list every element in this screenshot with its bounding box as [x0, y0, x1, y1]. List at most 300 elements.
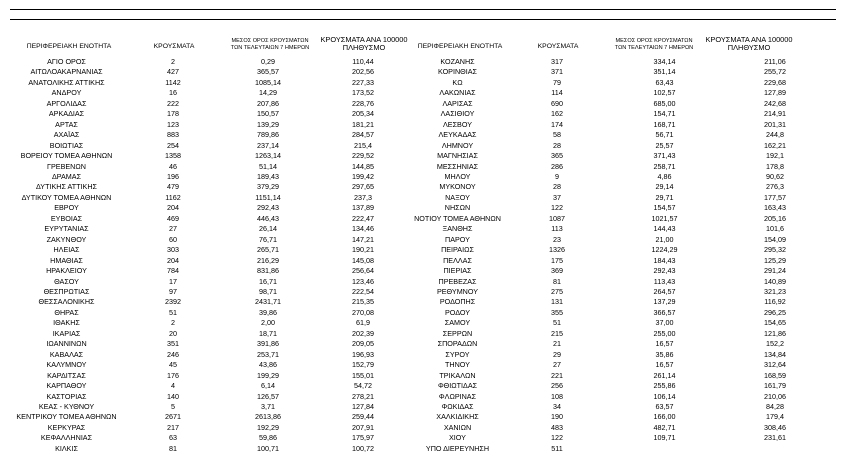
region-name-cell: ΚΟΖΑΝΗΣ: [440, 57, 475, 66]
cases-cell: 2: [171, 318, 175, 328]
table-row: [0, 182, 403, 192]
table-row: [403, 151, 823, 161]
region-name-cell: ΘΑΣΟΥ: [54, 276, 79, 286]
cases-cell: 79: [553, 77, 561, 87]
cases-per-100k-cell: 229,68: [764, 77, 786, 87]
table-row: [403, 141, 823, 151]
table-row: [0, 162, 403, 172]
cases-cell: 81: [169, 443, 177, 453]
region-name-cell: ΚΕΦΑΛΛΗΝΙΑΣ: [40, 433, 93, 443]
region-name-cell: ΜΕΣΣΗΝΙΑΣ: [436, 161, 479, 171]
cases-per-100k-cell: 137,89: [352, 203, 374, 213]
left-header-avg-line2: ΤΩΝ ΤΕΛΕΥΤΑΙΩΝ 7 ΗΜΕΡΩΝ: [230, 45, 310, 51]
cases-per-100k-cell: 154,65: [764, 318, 786, 328]
cases-per-100k-cell: 134,46: [352, 224, 374, 234]
cases-per-100k-cell: 199,42: [352, 171, 374, 181]
table-row: [0, 392, 403, 402]
cases-per-100k-cell: 125,29: [764, 255, 786, 265]
cases-cell: 34: [553, 401, 561, 411]
cases-cell: 162: [551, 109, 563, 119]
cases-per-100k-cell: [727, 444, 823, 454]
avg-7-days-cell: 189,43: [257, 171, 279, 181]
table-row: [403, 78, 823, 88]
cases-cell: 46: [169, 161, 177, 171]
avg-7-days-cell: 100,71: [257, 443, 279, 453]
cases-cell: 37: [553, 192, 561, 202]
table-row: [0, 88, 403, 98]
table-row: [0, 78, 403, 88]
cases-cell: 174: [551, 119, 563, 129]
table-row: [0, 297, 403, 307]
avg-7-days-cell: 261,14: [653, 370, 676, 380]
right-header-per100k-line2: ΠΛΗΘΥΣΜΟ: [727, 43, 771, 52]
cases-cell: 28: [553, 140, 561, 150]
cases-cell: 1087: [549, 213, 565, 223]
table-row: [403, 224, 823, 234]
left-header-per100k-line1: ΚΡΟΥΣΜΑΤΑ ΑΝΑ 100000: [320, 35, 408, 44]
region-name-cell: ΕΥΡΥΤΑΝΙΑΣ: [44, 224, 89, 234]
region-name-cell: ΛΕΣΒΟΥ: [443, 119, 472, 129]
cases-cell: 23: [553, 234, 561, 244]
left-header-cases: ΚΡΟΥΣΜΑΤΑ: [153, 43, 195, 50]
cases-per-100k-cell: 202,56: [352, 67, 374, 77]
region-name-cell: ΝΑΞΟΥ: [445, 192, 470, 202]
table-row: [0, 235, 403, 245]
cases-per-100k-cell: 295,32: [764, 245, 786, 255]
cases-per-100k-cell: 110,44: [352, 57, 374, 66]
region-name-cell: ΚΑΛΥΜΝΟΥ: [46, 360, 87, 370]
region-name-cell: ΚΑΒΑΛΑΣ: [49, 349, 84, 359]
right-header-avg-line2: ΤΩΝ ΤΕΛΕΥΤΑΙΩΝ 7 ΗΜΕΡΩΝ: [614, 45, 694, 51]
table-row: [0, 360, 403, 370]
avg-7-days-cell: 25,57: [655, 140, 674, 150]
cases-cell: 29: [553, 349, 561, 359]
cases-per-100k-cell: 100,72: [352, 443, 374, 453]
cases-cell: 1358: [165, 151, 181, 161]
table-row: [403, 109, 823, 119]
region-name-cell: ΙΘΑΚΗΣ: [53, 318, 80, 328]
avg-7-days-cell: 2613,86: [255, 412, 281, 422]
cases-per-100k-cell: 259,44: [352, 412, 374, 422]
right-header-region: ΠΕΡΙΦΕΡΕΙΑΚΗ ΕΝΟΤΗΤΑ: [417, 43, 503, 50]
avg-7-days-cell: 2,00: [261, 318, 275, 328]
table-row: [0, 203, 403, 213]
table-row: [403, 381, 823, 391]
region-name-cell: ΕΥΒΟΙΑΣ: [50, 213, 83, 223]
region-name-cell: ΦΘΙΩΤΙΔΑΣ: [437, 381, 478, 391]
cases-cell: 28: [553, 182, 561, 192]
avg-7-days-cell: 351,14: [653, 67, 676, 77]
region-name-cell: ΠΡΕΒΕΖΑΣ: [438, 276, 477, 286]
avg-7-days-cell: 192,29: [257, 422, 279, 432]
cases-per-100k-cell: 190,21: [352, 245, 374, 255]
region-name-cell: ΦΩΚΙΔΑΣ: [441, 401, 474, 411]
cases-cell: 63: [169, 433, 177, 443]
region-name-cell: ΜΗΛΟΥ: [444, 171, 471, 181]
table-row: [403, 444, 823, 454]
region-name-cell: ΡΟΔΟΠΗΣ: [439, 297, 476, 307]
region-name-cell: ΑΝΑΤΟΛΙΚΗΣ ΑΤΤΙΚΗΣ: [28, 77, 105, 87]
table-row: [403, 235, 823, 245]
table-row: [403, 433, 823, 443]
cases-cell: 108: [551, 391, 563, 401]
table-row: [403, 120, 823, 130]
left-header-region: ΠΕΡΙΦΕΡΕΙΑΚΗ ΕΝΟΤΗΤΑ: [26, 43, 112, 50]
table-row: [403, 371, 823, 381]
table-row: [0, 433, 403, 443]
cases-cell: 427: [167, 67, 179, 77]
region-name-cell: ΛΕΥΚΑΔΑΣ: [438, 130, 477, 140]
avg-7-days-cell: 16,57: [655, 360, 674, 370]
region-name-cell: ΗΛΕΙΑΣ: [53, 245, 80, 255]
cases-cell: 690: [551, 98, 563, 108]
table-row: [403, 245, 823, 255]
avg-7-days-cell: 264,57: [653, 286, 676, 296]
cases-cell: 131: [551, 297, 563, 307]
avg-7-days-cell: 37,00: [655, 318, 674, 328]
avg-7-days-cell: 207,86: [257, 98, 279, 108]
cases-per-100k-cell: 140,89: [764, 276, 786, 286]
region-name-cell: ΠΕΙΡΑΙΩΣ: [441, 245, 474, 255]
cases-per-100k-cell: 222,54: [352, 286, 374, 296]
cases-per-100k-cell: 144,85: [352, 161, 374, 171]
cases-cell: 303: [167, 245, 179, 255]
region-name-cell: ΙΚΑΡΙΑΣ: [52, 328, 81, 338]
table-row: [0, 308, 403, 318]
avg-7-days-cell: 482,71: [653, 422, 676, 432]
avg-7-days-cell: 446,43: [257, 213, 279, 223]
avg-7-days-cell: 1085,14: [255, 77, 281, 87]
cases-cell: 51: [169, 307, 177, 317]
table-row: [403, 57, 823, 67]
table-row: [403, 329, 823, 339]
table-row: [403, 99, 823, 109]
cases-per-100k-cell: 270,08: [352, 307, 374, 317]
cases-per-100k-cell: 155,01: [352, 370, 374, 380]
cases-cell: 122: [551, 433, 563, 443]
avg-7-days-cell: 139,29: [257, 119, 279, 129]
avg-7-days-cell: 685,00: [653, 98, 676, 108]
cases-per-100k-cell: 308,46: [764, 422, 786, 432]
table-row: [0, 193, 403, 203]
table-row: [403, 256, 823, 266]
avg-7-days-cell: 76,71: [259, 234, 277, 244]
cases-cell: 51: [553, 318, 561, 328]
avg-7-days-cell: 56,71: [655, 130, 674, 140]
cases-per-100k-cell: 227,33: [352, 77, 374, 87]
cases-per-100k-cell: 284,57: [352, 130, 374, 140]
cases-cell: 371: [551, 67, 563, 77]
cases-per-100k-cell: 152,79: [352, 360, 374, 370]
cases-per-100k-cell: 178,8: [766, 161, 784, 171]
cases-cell: 784: [167, 266, 179, 276]
avg-7-days-cell: 144,43: [653, 224, 676, 234]
cases-per-100k-cell: 205,34: [352, 109, 374, 119]
avg-7-days-cell: 109,71: [653, 433, 676, 443]
cases-per-100k-cell: 296,25: [764, 307, 786, 317]
table-row: [0, 444, 403, 454]
table-row: [0, 256, 403, 266]
region-name-cell: ΑΡΤΑΣ: [55, 119, 78, 129]
avg-7-days-cell: 63,57: [655, 401, 674, 411]
cases-cell: 17: [169, 276, 177, 286]
avg-7-days-cell: 16,71: [259, 276, 277, 286]
avg-7-days-cell: 35,86: [655, 349, 674, 359]
table-row: [403, 360, 823, 370]
top-rule: [10, 9, 836, 10]
cases-cell: 222: [167, 98, 179, 108]
table-row: [403, 172, 823, 182]
avg-7-days-cell: 126,57: [257, 391, 279, 401]
cases-per-100k-cell: 215,4: [354, 140, 372, 150]
cases-cell: 479: [167, 182, 179, 192]
avg-7-days-cell: 106,14: [653, 391, 676, 401]
table-row: [0, 277, 403, 287]
cases-cell: 1162: [165, 192, 181, 202]
table-row: [0, 99, 403, 109]
avg-7-days-cell: 2431,71: [255, 297, 281, 307]
cases-cell: 60: [169, 234, 177, 244]
avg-7-days-cell: 154,71: [653, 109, 676, 119]
avg-7-days-cell: 51,14: [259, 161, 277, 171]
avg-7-days-cell: 365,57: [257, 67, 279, 77]
cases-per-100k-cell: 196,93: [352, 349, 374, 359]
table-row: [403, 67, 823, 77]
cases-cell: 176: [167, 370, 179, 380]
cases-cell: 355: [551, 307, 563, 317]
cases-per-100k-cell: 228,76: [352, 98, 374, 108]
region-name-cell: ΜΥΚΟΝΟΥ: [439, 182, 476, 192]
region-name-cell: ΘΕΣΠΡΩΤΙΑΣ: [43, 286, 90, 296]
cases-per-100k-cell: 152,2: [766, 339, 784, 349]
table-row: [0, 266, 403, 276]
table-row: [403, 308, 823, 318]
region-name-cell: ΛΑΣΙΘΙΟΥ: [440, 109, 475, 119]
cases-per-100k-cell: 54,72: [354, 381, 372, 391]
table-row: [0, 339, 403, 349]
cases-cell: 204: [167, 255, 179, 265]
avg-7-days-cell: 1224,29: [651, 245, 678, 255]
region-name-cell: ΣΠΟΡΑΔΩΝ: [437, 339, 478, 349]
cases-per-100k-cell: 134,84: [764, 349, 786, 359]
table-row: [0, 402, 403, 412]
cases-cell: 190: [551, 412, 563, 422]
avg-7-days-cell: 258,71: [653, 161, 676, 171]
table-row: [403, 214, 823, 224]
cases-cell: 114: [551, 88, 563, 98]
region-name-cell: ΠΕΛΛΑΣ: [443, 255, 472, 265]
cases-cell: 2: [171, 57, 175, 66]
region-name-cell: ΔΥΤΙΚΗΣ ΑΤΤΙΚΗΣ: [36, 182, 97, 192]
avg-7-days-cell: 154,57: [653, 203, 676, 213]
cases-per-100k-cell: 214,91: [764, 109, 786, 119]
cases-per-100k-cell: 312,64: [764, 360, 786, 370]
table-row: [0, 318, 403, 328]
avg-7-days-cell: 59,86: [259, 433, 277, 443]
region-name-cell: ΚΕΡΚΥΡΑΣ: [47, 422, 86, 432]
cases-per-100k-cell: 321,23: [764, 286, 786, 296]
region-name-cell: ΒΟΡΕΙΟΥ ΤΟΜΕΑ ΑΘΗΝΩΝ: [20, 151, 113, 161]
table-row: [0, 214, 403, 224]
cases-per-100k-cell: 205,16: [764, 213, 786, 223]
region-name-cell: ΗΡΑΚΛΕΙΟΥ: [46, 266, 87, 276]
table-row: [403, 402, 823, 412]
cases-cell: 286: [551, 161, 563, 171]
cases-cell: 1142: [165, 77, 181, 87]
region-name-cell: ΙΩΑΝΝΙΝΩΝ: [46, 339, 87, 349]
region-name-cell: ΛΑΡΙΣΑΣ: [442, 98, 473, 108]
cases-per-100k-cell: 163,43: [764, 203, 786, 213]
cases-per-100k-cell: 201,31: [764, 119, 786, 129]
avg-7-days-cell: 29,71: [655, 192, 674, 202]
region-name-cell: ΕΒΡΟΥ: [54, 203, 79, 213]
cases-per-100k-cell: 162,21: [764, 140, 786, 150]
region-name-cell: ΚΟΡΙΝΘΙΑΣ: [438, 67, 477, 77]
right-header-cases: ΚΡΟΥΣΜΑΤΑ: [537, 43, 579, 50]
avg-7-days-cell: 1263,14: [255, 151, 281, 161]
table-row: [0, 120, 403, 130]
region-name-cell: ΑΝΔΡΟΥ: [51, 88, 82, 98]
table-row: [0, 329, 403, 339]
cases-cell: 246: [167, 349, 179, 359]
region-name-cell: ΧΑΛΚΙΔΙΚΗΣ: [436, 412, 479, 422]
avg-7-days-cell: 21,00: [655, 234, 674, 244]
avg-7-days-cell: 1151,14: [255, 192, 281, 202]
avg-7-days-cell: 292,43: [653, 266, 676, 276]
region-name-cell: ΚΑΡΔΙΤΣΑΣ: [47, 370, 86, 380]
cases-per-100k-cell: 147,21: [352, 234, 374, 244]
cases-cell: 27: [169, 224, 177, 234]
avg-7-days-cell: 166,00: [653, 412, 676, 422]
cases-cell: 113: [551, 224, 563, 234]
cases-cell: 275: [551, 286, 563, 296]
cases-cell: 20: [169, 328, 177, 338]
cases-cell: 5: [171, 401, 175, 411]
table-row: [403, 318, 823, 328]
avg-7-days-cell: 4,86: [657, 171, 672, 181]
avg-7-days-cell: 6,14: [261, 381, 275, 391]
region-name-cell: ΚΑΣΤΟΡΙΑΣ: [46, 391, 87, 401]
table-row: [403, 266, 823, 276]
cases-per-100k-cell: 168,59: [764, 370, 786, 380]
table-row: [0, 245, 403, 255]
cases-cell: 16: [169, 88, 177, 98]
cases-cell: 883: [167, 130, 179, 140]
table-row: [403, 203, 823, 213]
avg-7-days-cell: 29,14: [655, 182, 674, 192]
cases-cell: 2392: [165, 297, 181, 307]
cases-per-100k-cell: 256,64: [352, 266, 374, 276]
avg-7-days-cell: 26,14: [259, 224, 277, 234]
cases-per-100k-cell: 154,09: [764, 234, 786, 244]
cases-cell: 58: [553, 130, 561, 140]
left-header-avg-line1: ΜΕΣΟΣ ΟΡΟΣ ΚΡΟΥΣΜΑΤΩΝ: [231, 38, 309, 44]
region-name-cell: ΓΡΕΒΕΝΩΝ: [47, 161, 86, 171]
cases-per-100k-cell: 215,35: [352, 297, 374, 307]
cases-per-100k-cell: 173,52: [352, 88, 374, 98]
cases-cell: 122: [551, 203, 563, 213]
table-row: [0, 423, 403, 433]
cases-per-100k-cell: 145,08: [352, 255, 374, 265]
cases-cell: 178: [167, 109, 179, 119]
cases-cell: 254: [167, 140, 179, 150]
region-name-cell: ΣΕΡΡΩΝ: [442, 328, 473, 338]
region-name-cell: ΝΟΤΙΟΥ ΤΟΜΕΑ ΑΘΗΝΩΝ: [414, 213, 501, 223]
avg-7-days-cell: 391,86: [257, 339, 279, 349]
avg-7-days-cell: 255,00: [653, 328, 676, 338]
avg-7-days-cell: 113,43: [653, 276, 676, 286]
right-header-avg-line1: ΜΕΣΟΣ ΟΡΟΣ ΚΡΟΥΣΜΑΤΩΝ: [615, 38, 693, 44]
avg-7-days-cell: 292,43: [257, 203, 279, 213]
table-row: [0, 350, 403, 360]
region-name-cell: ΧΑΝΙΩΝ: [443, 422, 472, 432]
region-name-cell: ΣΥΡΟΥ: [445, 349, 470, 359]
cases-per-100k-cell: 123,46: [352, 276, 374, 286]
cases-per-100k-cell: 179,4: [766, 412, 784, 422]
table-row: [403, 423, 823, 433]
region-name-cell: ΛΑΚΩΝΙΑΣ: [439, 88, 476, 98]
avg-7-days-cell: 137,29: [653, 297, 676, 307]
cases-cell: 469: [167, 213, 179, 223]
cases-per-100k-cell: 84,28: [766, 401, 784, 411]
avg-7-days-cell: 371,43: [653, 151, 676, 161]
cases-per-100k-cell: 231,61: [764, 433, 786, 443]
avg-7-days-cell: 18,71: [259, 328, 277, 338]
region-name-cell: ΑΧΑΪΑΣ: [53, 130, 80, 140]
cases-cell: 123: [167, 119, 179, 129]
cases-per-100k-cell: 116,92: [764, 297, 786, 307]
cases-per-100k-cell: 175,97: [352, 433, 374, 443]
region-name-cell: ΔΡΑΜΑΣ: [51, 171, 82, 181]
cases-cell: 21: [553, 339, 561, 349]
cases-cell: 369: [551, 266, 563, 276]
region-name-cell: ΤΗΝΟΥ: [445, 360, 470, 370]
table-row: [403, 182, 823, 192]
table-row: [403, 287, 823, 297]
avg-7-days-cell: 39,86: [259, 307, 277, 317]
region-name-cell: ΤΡΙΚΑΛΩΝ: [439, 370, 476, 380]
cases-per-100k-cell: 61,9: [356, 318, 370, 328]
cases-per-100k-cell: 177,57: [764, 192, 786, 202]
region-name-cell: ΔΥΤΙΚΟΥ ΤΟΜΕΑ ΑΘΗΝΩΝ: [21, 192, 112, 202]
cases-cell: 1326: [549, 245, 565, 255]
avg-7-days-cell: 14,29: [259, 88, 277, 98]
avg-7-days-cell: 16,57: [655, 339, 674, 349]
region-name-cell: ΧΙΟΥ: [449, 433, 466, 443]
cases-cell: 351: [167, 339, 179, 349]
cases-per-100k-cell: 127,84: [352, 401, 374, 411]
region-name-cell: ΛΗΜΝΟΥ: [441, 140, 474, 150]
cases-per-100k-cell: 297,65: [352, 182, 374, 192]
table-row: [403, 350, 823, 360]
region-name-cell: ΑΙΤΩΛΟΑΚΑΡΝΑΝΙΑΣ: [30, 67, 103, 77]
left-header-per100k-line2: ΠΛΗΘΥΣΜΟ: [342, 43, 386, 52]
cases-cell: 45: [169, 360, 177, 370]
region-name-cell: ΝΗΣΩΝ: [444, 203, 471, 213]
cases-cell: 2671: [165, 412, 181, 422]
avg-7-days-cell: 789,86: [257, 130, 279, 140]
table-row: [0, 287, 403, 297]
table-row: [0, 381, 403, 391]
cases-cell: 365: [551, 151, 563, 161]
cases-per-100k-cell: 161,79: [764, 381, 786, 391]
region-name-cell: ΦΛΩΡΙΝΑΣ: [438, 391, 477, 401]
table-row: [403, 88, 823, 98]
cases-per-100k-cell: 242,68: [764, 98, 786, 108]
region-name-cell: ΑΓΙΟ ΟΡΟΣ: [47, 57, 86, 66]
table-row: [403, 162, 823, 172]
region-name-cell: ΗΜΑΘΙΑΣ: [50, 255, 83, 265]
